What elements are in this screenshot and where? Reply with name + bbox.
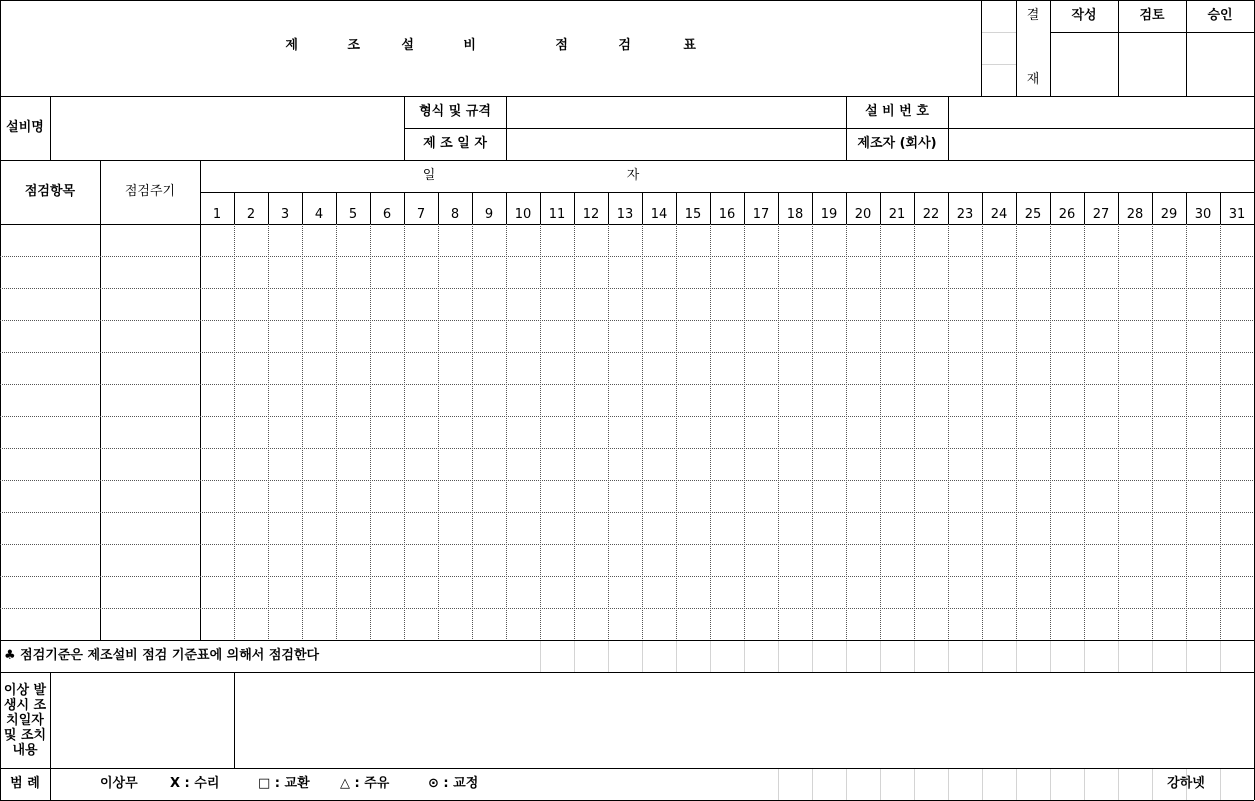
approval-header-review: 검토	[1139, 7, 1165, 23]
day-number: 12	[582, 206, 600, 222]
day-number: 20	[854, 206, 872, 222]
page-title-char: 표	[683, 37, 697, 53]
day-number: 29	[1160, 206, 1178, 222]
day-number: 31	[1228, 206, 1246, 222]
day-number: 16	[718, 206, 736, 222]
day-number: 21	[888, 206, 906, 222]
equipment-number-label: 설 비 번 호	[865, 103, 929, 119]
equipment-name-label: 설비명	[6, 119, 44, 135]
approval-header-approve: 승인	[1207, 7, 1233, 23]
day-number: 17	[752, 206, 770, 222]
author-name: 강하넷	[1167, 775, 1205, 791]
day-number: 24	[990, 206, 1008, 222]
day-number: 1	[212, 206, 222, 222]
page-title-char: 조	[347, 37, 361, 53]
legend-item: X : 수리	[170, 775, 220, 791]
day-number: 28	[1126, 206, 1144, 222]
day-number: 8	[450, 206, 460, 222]
day-number: 4	[314, 206, 324, 222]
legend-label: 범 례	[10, 775, 40, 791]
legend-item: ⊙ : 교정	[428, 775, 479, 791]
page-title-char: 검	[618, 37, 632, 53]
day-number: 18	[786, 206, 804, 222]
day-number: 11	[548, 206, 566, 222]
day-number: 6	[382, 206, 392, 222]
page-title-char: 제	[285, 37, 299, 53]
approval-jae-label: 재	[1026, 71, 1040, 87]
inspection-cycle-header: 점검주기	[124, 183, 176, 199]
legend-item: □ : 교환	[258, 775, 310, 791]
day-number: 22	[922, 206, 940, 222]
inspection-standard-note: ♣ 점검기준은 제조설비 점검 기준표에 의해서 점검한다	[4, 647, 320, 663]
abnormality-action-label: 이상 발생시 조치일자 및 조치내용	[3, 682, 47, 758]
day-number: 26	[1058, 206, 1076, 222]
manufacture-date-label: 제 조 일 자	[423, 135, 487, 151]
spec-label: 형식 및 규격	[419, 103, 491, 119]
day-number: 27	[1092, 206, 1110, 222]
day-number: 9	[484, 206, 494, 222]
day-number: 14	[650, 206, 668, 222]
day-number: 7	[416, 206, 426, 222]
approval-header-author: 작성	[1071, 7, 1097, 23]
page-title-char: 점	[555, 37, 569, 53]
day-number: 13	[616, 206, 634, 222]
page-title-char: 설	[401, 37, 415, 53]
legend-item: △ : 주유	[340, 775, 390, 791]
day-number: 19	[820, 206, 838, 222]
day-number: 15	[684, 206, 702, 222]
approval-gyeol-label: 결	[1026, 7, 1040, 23]
day-number: 10	[514, 206, 532, 222]
date-header-left: 일	[422, 167, 436, 183]
day-number: 2	[246, 206, 256, 222]
page-title-char: 비	[463, 37, 477, 53]
inspection-item-header: 점검항목	[24, 183, 76, 199]
day-number: 23	[956, 206, 974, 222]
day-number: 30	[1194, 206, 1212, 222]
day-number: 5	[348, 206, 358, 222]
day-number: 25	[1024, 206, 1042, 222]
manufacturer-label: 제조자 (회사)	[857, 135, 937, 151]
date-header-right: 자	[626, 167, 640, 183]
day-number: 3	[280, 206, 290, 222]
legend-item: 이상무	[100, 775, 138, 791]
